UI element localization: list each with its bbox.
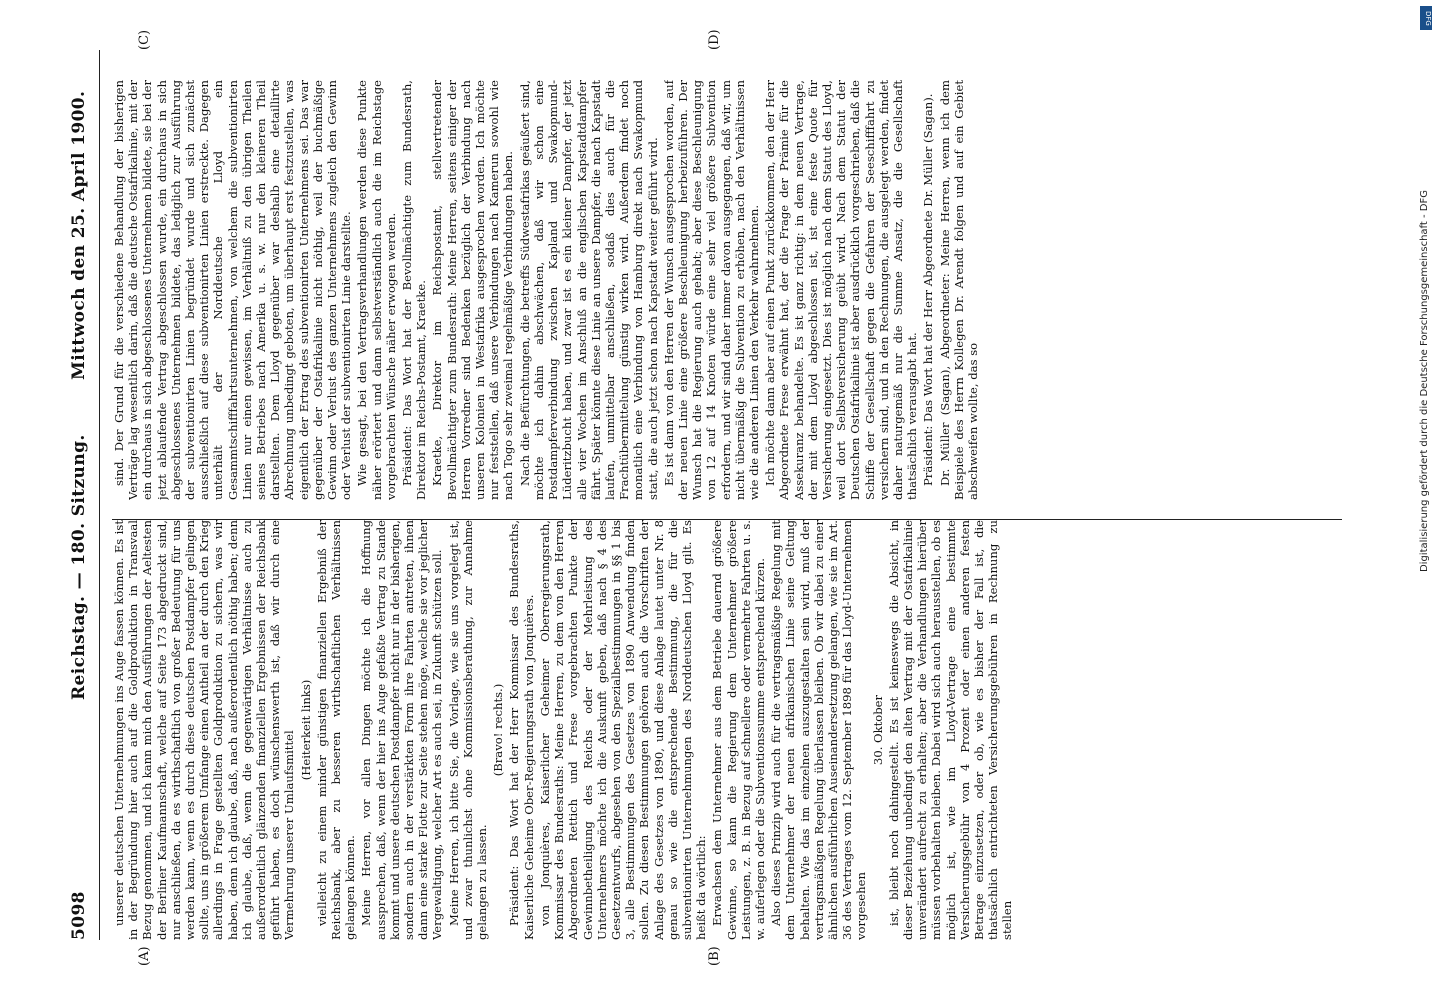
paragraph: Präsident: Das Wort hat der Herr Abgeordnete Dr. Müller (Sagan). [921, 93, 936, 486]
paragraph: Meine Herren, vor allen Dingen möchte ich die Hoffnung aussprechen, daß, wenn der hier ins Auge gefaßte Vertrag zu Stande kommt und unsere deutschen Postdampfer nicht nur in der bisherigen, sondern auch in der verstärkten Form ihre Fahrten antreten, ihnen dann eine starke Flotte zur Seite stehen möge, welche sie vor jeglicher Vergewaltigung, welcher Art es auch sei, in Zukunft schützen soll. [359, 520, 445, 940]
session-title: Reichstag. — 180. Sitzung. [69, 434, 89, 700]
paragraph: ist, bleibt noch dahingestellt. Es ist keineswegs die Absicht, in dieser Beziehung unbedingt den alten Vertrag mit der Ostafrikalinie unverändert aufrecht zu erhalten; aber die Verhandlungen hierüber müssen vorbehalten bleiben. Dabei wird sich auch herausstellen, ob es möglich ist, wie im Lloyd-Vertrage eine bestimmte Versicherungsgebühr von 4 Prozent oder einen anderen festen Betrage einzusetzen, oder ob, wie es bisher der Fall ist, die thatsächlich entrichteten Versicherungsgebühren in Rechnung zu stellen [886, 520, 1015, 940]
paragraph: sind. Der Grund für die verschiedene Behandlung der bisherigen Verträge lag wesentlich darin, daß die deutsche Ostafrikalinie, mit der ein durchaus in sich abgeschlossenes Unternehmen bildete, sie bei der jetzt ablaufende Vertrag abgeschlossen wurde, ein durchaus in sich abgeschlossenes Unternehmen bildete, das lediglich zur Ausführung der subventionirten Linien begründet wurde und sich zunächst ausschließlich auf diese subventionirten Linien erstreckte. Dagegen unterhält der Norddeutsche Lloyd ein Gesammtschifffahrtsunternehmen, von welchem die subventionirten Linien nur einen gewissen, im Verhältniß zu den übrigen Theilen seines Betriebes nach Amerika u. s. w. nur den kleineren Theil darstellten. Dem Lloyd gegenüber war deshalb eine detaillirte Abrechnung unbedingt geboten, um überhaupt erst festzustellen, was eigentlich der Ertrag des subventionirten Unternehmens sei. Das war gegenüber der Ostafrikalinie nicht nöthig, weil der buchmäßige Gewinn oder Verlust des ganzen Unternehmens zugleich den Gewinn oder Verlust der subventionirten Linie darstellte. [112, 80, 354, 500]
paragraph: Kraetke, Direktor im Reichspostamt, stellvertretender Bevollmächtigter zum Bundesrath: Meine Herren, seitens einiger der Herren Vorredner sind Bedenken bezüglich der Verbindung nach unseren Kolonien in Westafrika ausgesprochen worden. Ich möchte nur feststellen, daß unsere Verbindungen nach Kamerun sowohl wie nach Togo sehr zweimal regelmäßige Verbindungen haben. [430, 80, 516, 500]
paragraph: Meine Herren, ich bitte Sie, die Vorlage, wie sie uns vorgelegt ist, und zwar thunlichst ohne Kommissionsberathung, zur Annahme gelangen zu lassen. [446, 520, 490, 940]
paragraph: Dr. Müller (Sagan), Abgeordneter: Meine Herren, wenn ich dem Beispiele des Herrn Kollegen Dr. Arendt folgen und auf ein Gebiet abschweifen wollte, das so [937, 80, 980, 500]
paragraph: vielleicht zu einem minder günstigen finanziellen Ergebniß der Reichsbank, aber zu besseren wirthschaftlichen Verhältnissen gelangen können. [314, 520, 358, 940]
annotation: 30. Oktober [870, 694, 885, 766]
dfg-logo: DFG [1420, 6, 1432, 30]
session-date: Mittwoch den 25. April 1900. [69, 90, 89, 380]
paragraph: unserer deutschen Unternehmungen ins Auge fassen können. Es ist in der Begründung hier auch auf die Goldproduktion in Transvaal Bezug genommen, und ich kann mich den Ausführungen der Aeltesten der Berliner Kaufmannschaft, welche auf Seite 173 abgedruckt sind, nur anschließen, da es wirthschaftlich von großer Bedeutung für uns werden kann, wenn es durch diese deutschen Postdampfer gelingen sollte, uns in größerem Umfange einen Antheil an der durch den Krieg allerdings in Frage gestellten Goldproduktion zu sichern, was wir haben, denn ich glaube, daß, nach außerordentlich nöthig haben; denn ich glaube, daß, wenn die gegenwärtigen Verhältnisse auch zu außerordentlich glänzenden finanziellen Ergebnissen der Reichsbank geführt haben, es doch wünschenswerth ist, daß wir durch eine Vermehrung unserer Umlaufsmittel [112, 520, 297, 940]
page-number: 5098 [69, 891, 89, 940]
margin-mark-a: (A) [137, 946, 152, 966]
paragraph: Ich möchte dann aber auf einen Punkt zurückkommen, den der Herr Abgeordnete Frese erwähnt hat, der die Frage der Prämie für die Assekuranz behandelte. Es ist ganz richtig: in dem neuen Vertrage, der mit dem Lloyd abgeschlossen ist, ist eine feste Quote für Versicherung eingesetzt. Dies ist möglich nach dem Statut des Lloyd, weil dort Selbstversicherung geübt wird. Nach dem Statut der Deutschen Ostafrikalinie ist aber ausdrücklich vorgeschrieben, daß die Schiffe der Gesellschaft gegen die Gefahren der Seeschifffahrt zu versichern sind, und in den Rechnungen, die ausgelegt werden, findet daher naturgemäß nur die Summe Ansatz, die die Gesellschaft thatsächlich verausgabt hat. [763, 80, 920, 500]
paragraph: Präsident: Das Wort hat der Bevollmächtigte zum Bundesrath, Direktor im Reichs-Postamt, Kraetke. [400, 80, 429, 500]
quotation: Erwachsen dem Unternehmer aus dem Betriebe dauernd größere Gewinne, so kann die Regierung dem Unternehmer größere Leistungen, z. B. in Bezug auf schnellere oder vermehrte Fahrten u. s. w. auferlegen oder die Subventionssumme entsprechend kürzen. [710, 520, 767, 940]
right-column [112, 80, 1342, 500]
margin-mark-d: (D) [707, 29, 722, 50]
paragraph: Wie gesagt, bei den Vertragsverhandlungen werden diese Punkte näher erörtert und dann selbstverständlich auch die im Reichstage vorgebrachten Wünsche näher erwogen werden. [355, 80, 398, 500]
paragraph: von Jonquières, Kaiserlicher Geheimer Oberregierungsrath, Kommissar des Bundesraths: Meine Herren, zu dem von den Herren Abgeordneten Rettich und Frese vorgebrachten Punkte der Gewinnbetheiligung des Reichs oder der Mehrleistung des Unternehmers möchte ich die Auskunft geben, daß nach § 4 des Gesetzentwurfs, abgesehen von den Spezialbestimmungen in §§ 1 bis 3, alle Bestimmungen des Gesetzes von 1890 Anwendung finden sollen. Zu diesen Bestimmungen gehören auch die Vorschriften der Anlage des Gesetzes von 1890, und diese Anlage lautet unter Nr. 8 genau so wie die entsprechende Bestimmung, die für die subventionirten Unternehmungen des Norddeutschen Lloyd gilt. Es heißt da wörtlich: [537, 520, 709, 940]
rotated-page [17, 20, 1417, 980]
paragraph: Präsident: Das Wort hat der Herr Kommissar des Bundesraths, Kaiserliche Geheime Ober-Regierungsrath von Jonquières. [507, 520, 536, 940]
digitization-note: Digitalisierung gefördert durch die Deutsche Forschungsgemeinschaft - DFG [1419, 190, 1430, 573]
margin-mark-c: (C) [137, 29, 152, 50]
column-divider [112, 519, 1342, 520]
paragraph: Also dieses Prinzip wird auch für die vertragsmäßige Regelung mit dem Unternehmer der neuen afrikanischen Linie seine Geltung behalten. Wie das im einzelnen auszugestalten sein wird, muß der vertragsmäßigen Regelung überlassen bleiben. Ob wir dabei zu einer ähnlichen ausführlichen Auseinandersetzung gelangen, wie sie im Art. 36 des Vertrages vom 12. September 1898 für das Lloyd-Unternehmen vorgesehen [769, 520, 869, 940]
interjection: (Heiterkeit links) [298, 679, 313, 781]
paragraph: Es ist dann von den Herren der Wunsch ausgesprochen worden, auf der neuen Linie eine größere Beschleunigung herbeizuführen. Der Wunsch hat die Regierung auch gehabt; aber diese Beschleunigung von 12 auf 14 Knoten würde eine sehr viel größere Subvention erfordern, und wir sind daher immer davon ausgegangen, daß wir, um nicht übermäßig die Subvention zu erhöhen, nach den Verhältnissen wie die anderen Linien den Verkehr wahrnehmen. [661, 80, 761, 500]
paragraph: Nach die Befürchtungen, die betreffs Südwestafrikas geäußert sind, möchte ich dahin abschwächen, daß wir schon eine Postdampferverbindung zwischen Kapland und Swakopmund-Lüderitzbucht haben, und zwar ist es ein kleiner Dampfer, der jetzt alle vier Wochen im Anschluß an die englischen Kapstadtdampfer fährt. Später könnte diese Linie an unsere Dampfer, die nach Kapstadt laufen, unmittelbar anschließen, sodaß dies auch für die Frachtübermittelung günstig wirken wird. Außerdem findet noch monatlich eine Verbindung von Hamburg direkt nach Swakopmund statt, die auch jetzt schon nach Kapstadt weiter geführt wird. [517, 80, 660, 500]
page-header [63, 50, 95, 940]
header-rule [99, 50, 100, 940]
interjection: (Bravo! rechts.) [491, 683, 506, 777]
left-column [112, 520, 1342, 940]
margin-mark-b: (B) [707, 946, 722, 966]
